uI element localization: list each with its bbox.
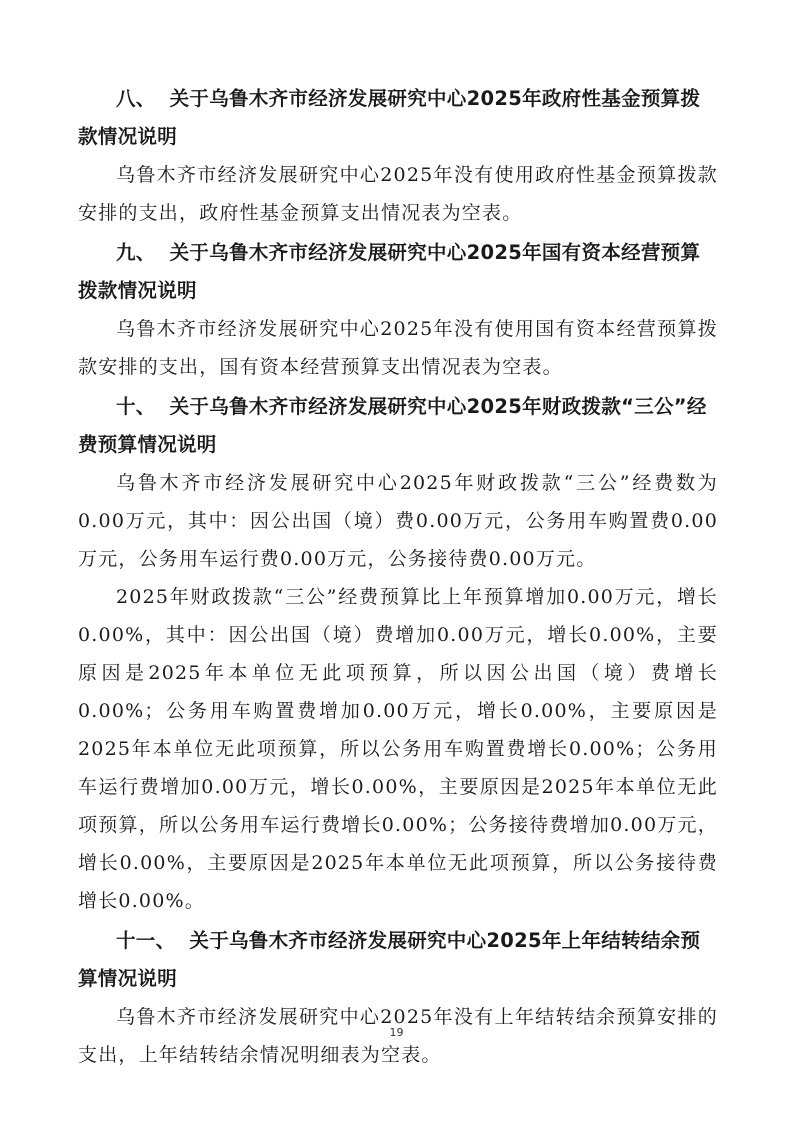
paragraph: 乌鲁木齐市经济发展研究中心2025年财政拨款“三公”经费数为0.00万元，其中：因公出国（境）费0.00万元，公务用车购置费0.00万元，公务用车运行费0.00万元，公务接待费0.00万元。 (78, 472, 718, 570)
section-number: 八、 (116, 87, 156, 110)
paragraph: 乌鲁木齐市经济发展研究中心2025年没有使用政府性基金预算拨款安排的支出，政府性基金预算支出情况表为空表。 (78, 164, 718, 224)
paragraph: 乌鲁木齐市经济发展研究中心2025年没有上年结转结余预算安排的支出，上年结转结余情况明细表为空表。 (78, 1006, 718, 1066)
paragraph: 乌鲁木齐市经济发展研究中心2025年没有使用国有资本经营预算拨款安排的支出，国有资本经营预算支出情况表为空表。 (78, 318, 718, 378)
section-number: 十一、 (116, 929, 176, 952)
section-number: 九、 (116, 241, 156, 264)
section-11 (78, 922, 718, 1074)
section-heading (78, 388, 718, 464)
section-10 (78, 388, 718, 920)
document-page (78, 80, 718, 1074)
section-title: 关于乌鲁木齐市经济发展研究中心2025年国有资本经营预算拨款情况说明 (78, 241, 701, 302)
section-9 (78, 234, 718, 386)
page-number: 19 (389, 1026, 404, 1039)
section-title: 关于乌鲁木齐市经济发展研究中心2025年政府性基金预算拨款情况说明 (78, 87, 701, 148)
section-heading (78, 922, 718, 998)
section-title: 关于乌鲁木齐市经济发展研究中心2025年财政拨款“三公”经费预算情况说明 (78, 395, 707, 456)
section-8 (78, 80, 718, 232)
section-title: 关于乌鲁木齐市经济发展研究中心2025年上年结转结余预算情况说明 (78, 929, 701, 990)
section-number: 十、 (116, 395, 156, 418)
section-heading (78, 80, 718, 156)
paragraph: 2025年财政拨款“三公”经费预算比上年预算增加0.00万元，增长0.00%，其中：因公出国（境）费增加0.00万元，增长0.00%，主要原因是2025年本单位无此项预算，所以因公出国（境）费增长0.00%；公务用车购置费增加0.00万元，增长0.00%，主要原因是2025年本单位无此项预算，所以公务用车购置费增长0.00%；公务用车运行费增加0.00万元，增长0.00%，主要原因是2025年本单位无此项预算，所以公务用车运行费增长0.00%；公务接待费增加0.00万元，增长0.00%，主要原因是2025年本单位无此项预算，所以公务接待费增长0.00%。 (78, 586, 718, 912)
section-heading (78, 234, 718, 310)
